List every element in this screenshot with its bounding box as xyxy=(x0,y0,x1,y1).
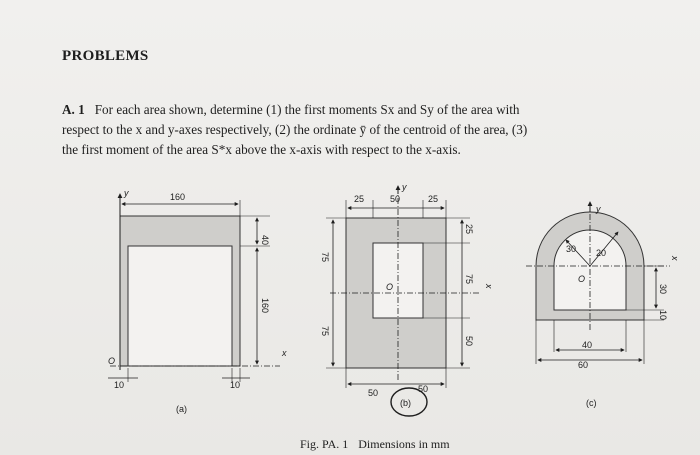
fig-a-origin: O xyxy=(108,356,116,366)
fig-c-dim-outer-w: 60 xyxy=(578,360,589,370)
fig-a-label: (a) xyxy=(176,404,187,414)
fig-c-origin: O xyxy=(578,274,586,284)
fig-b-x-label: x xyxy=(484,284,494,289)
problem-text-1: For each area shown, determine (1) the first moments Sx and Sy of the area with xyxy=(94,102,520,117)
problem-line-1 xyxy=(62,100,692,120)
fig-b-dim-bottom-right: 50 xyxy=(418,384,429,394)
fig-c-x-label: x xyxy=(670,256,680,261)
fig-a-dim-top: 40 xyxy=(260,235,270,246)
fig-b-dim-top-mid: 50 xyxy=(390,194,401,204)
fig-b-origin: O xyxy=(386,282,394,292)
fig-a-y-label: y xyxy=(124,188,129,198)
fig-a-dim-left: 10 xyxy=(114,380,125,390)
fig-b-dim-right-mid: 75 xyxy=(464,274,474,285)
fig-c-y-label: y xyxy=(596,204,601,214)
problem-statement xyxy=(62,100,692,160)
figure-caption xyxy=(300,437,450,452)
fig-b-dim-right-top: 25 xyxy=(464,224,474,235)
fig-b-dim-top-right: 25 xyxy=(428,194,439,204)
fig-b-label: (b) xyxy=(400,398,411,408)
problem-line-3: the first moment of the area S*x above the x-axis with respect to the x-axis. xyxy=(62,142,461,157)
fig-c-dim-inner-w: 40 xyxy=(582,340,593,350)
fig-b-dim-left-lower: 75 xyxy=(320,326,330,337)
fig-a-opening xyxy=(128,246,232,366)
caption-fig-number: Fig. PA. 1 xyxy=(300,437,349,451)
fig-c-dim-inner-r: 30 xyxy=(566,244,577,254)
problem-line-2: respect to the x and y-axes respectively, (2) the ordinate ȳ of the centroid of the area, (3) xyxy=(62,122,528,137)
figure-a xyxy=(108,188,287,414)
figure-b xyxy=(320,182,494,416)
fig-b-dim-right-bottom: 50 xyxy=(464,336,474,347)
fig-a-dim-right: 10 xyxy=(230,380,241,390)
fig-c-dim-outer-r: 20 xyxy=(596,248,607,258)
figure-drawings xyxy=(0,180,700,455)
fig-c-dim-right: 30 xyxy=(658,284,668,295)
section-heading: PROBLEMS xyxy=(62,48,149,64)
figures xyxy=(0,180,700,455)
fig-a-x-label: x xyxy=(282,348,287,358)
fig-c-dim-bottom: 10 xyxy=(658,310,668,321)
fig-b-y-label: y xyxy=(402,182,407,192)
fig-c-label: (c) xyxy=(586,398,597,408)
fig-a-dim-width: 160 xyxy=(170,192,186,202)
fig-b-dim-bottom-left: 50 xyxy=(368,388,379,398)
fig-a-dim-height: 160 xyxy=(260,298,270,314)
figure-c xyxy=(526,202,680,408)
caption-text: Dimensions in mm xyxy=(358,437,450,451)
problem-number: A. 1 xyxy=(62,102,85,117)
fig-b-dim-left-upper: 75 xyxy=(320,252,330,263)
fig-b-dim-top-left: 25 xyxy=(354,194,365,204)
